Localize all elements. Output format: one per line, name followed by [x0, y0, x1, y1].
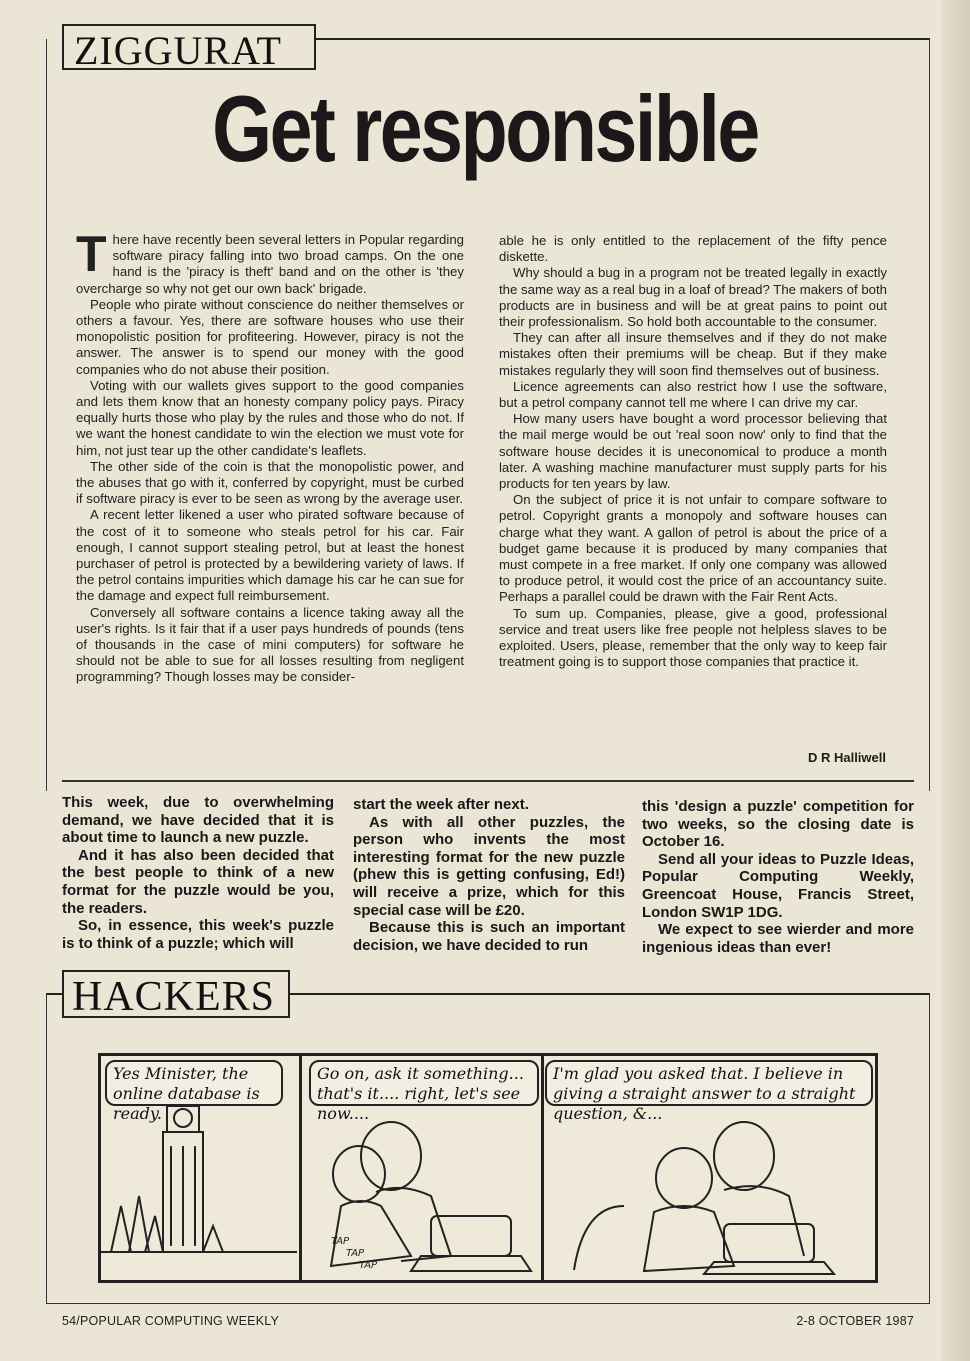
article-left-column	[76, 226, 464, 686]
article-paragraph: Conversely all software contains a licence taking away all the user's rights. Is it fair that if a user pays hundreds of pounds (tens of thousands in the case of mini computers) for software he should not be able to sue for all losses resulting from negligent programming? Though losses may be consider-	[76, 604, 464, 685]
article-paragraph: How many users have bought a word processor believing that the mail merge would be out 'real soon now' only to find that the software house decides it is uneconomical to produce a month later. A washing machine manufacturer must supply parts for his products for ten years by law.	[499, 411, 887, 492]
article-paragraph: A recent letter likened a user who pirated software because of the cost of it to someone who steals petrol for his car. Fair enough, I cannot support stealing petrol, but at least the honest purchaser of petrol is protected by a bewildering variety of laws. If the petrol contains impurities which damage his car he can sue for the damage and expect full reimbursement.	[76, 507, 464, 604]
article-paragraph: People who pirate without conscience do neither themselves or others a favour. Yes, there are software houses who use their monopolistic position for profiteering. However, piracy is not the answer. The answer is to spend our money with the good companies who do not abuse their position.	[76, 296, 464, 377]
article-paragraph: Why should a bug in a program not be treated legally in exactly the same way as a real bug in a loaf of bread? The makers of both products are in business and will be at great pains to point out their professionalism. So hold both accountable to the consumer.	[499, 265, 887, 330]
dropcap: T	[76, 226, 107, 282]
article-paragraph: They can after all insure themselves and if they do not make mistakes often their premiums will be cheap. But if they make mistakes regularly they will soon find themselves out of business.	[499, 330, 887, 378]
ziggurat-section-label: ZIGGURAT	[74, 28, 282, 73]
footer-page-info: 54/POPULAR COMPUTING WEEKLY	[62, 1314, 280, 1328]
speech-bubble-2: Go on, ask it something... that's it.... right, let's see now....	[309, 1060, 539, 1106]
page-edge	[942, 0, 970, 1361]
puzzle-column-3	[642, 798, 914, 956]
puzzle-paragraph: Send all your ideas to Puzzle Ideas, Popular Computing Weekly, Greencoat House, Francis Street, London SW1P 1DG.	[642, 850, 914, 921]
hackers-section-label: HACKERS	[72, 974, 276, 1020]
headline: Get responsible	[212, 76, 758, 181]
puzzle-paragraph: Because this is such an important decision, we have decided to run	[353, 919, 625, 954]
article-divider	[62, 780, 914, 782]
article-paragraph: Voting with our wallets gives support to the good companies and lets them know that an honesty company policy pays. Piracy equally hurts those who play by the rules and those who do not. If we want the honest candidate to win the election we must vote for him, not just tear up the other candidate's leaflets.	[76, 377, 464, 458]
byline: D R Halliwell	[807, 750, 886, 765]
speech-bubble-1: Yes Minister, the online database is ready.	[105, 1060, 283, 1106]
article-paragraph: The other side of the coin is that the monopolistic power, and the abuses that go with it, conferred by copyright, must be curbed if software piracy is ever to be seen as wrong by the average user.	[76, 458, 464, 507]
article-right-column	[499, 233, 887, 670]
sfx-tap: TAP	[346, 1248, 365, 1259]
puzzle-paragraph: This week, due to overwhelming demand, we have decided that it is about time to launch a new puzzle.	[62, 794, 334, 847]
ziggurat-section-label-box	[62, 24, 316, 73]
sfx-tap: TAP	[331, 1236, 350, 1247]
puzzle-paragraph: this 'design a puzzle' competition for two weeks, so the closing date is October 16.	[642, 798, 914, 851]
puzzle-column-1	[62, 794, 334, 952]
footer-date: 2-8 OCTOBER 1987	[796, 1314, 914, 1328]
puzzle-paragraph: We expect to see wierder and more ingenious ideas than ever!	[642, 921, 914, 956]
hackers-cartoon-strip	[98, 1053, 878, 1283]
article-paragraph: Licence agreements can also restrict how I use the software, but a petrol company cannot tell me where I can drive my car.	[499, 378, 887, 411]
puzzle-paragraph: And it has also been decided that the best people to think of a new format for the puzzle would be you, the readers.	[62, 846, 334, 917]
speech-bubble-3: I'm glad you asked that. I believe in giving a straight answer to a straight question, &...	[545, 1060, 873, 1106]
puzzle-paragraph: start the week after next.	[353, 796, 529, 813]
puzzle-paragraph: So, in essence, this week's puzzle is to think of a puzzle; which will	[62, 917, 334, 952]
sfx-tap: TAP	[359, 1260, 378, 1271]
hackers-section-label-box	[62, 970, 290, 1018]
article-paragraph: To sum up. Companies, please, give a good, professional service and treat users like free people not helpless slaves to be exploited. Users, please, remember that the only way to keep fair treatment going is to support those companies that practice it.	[499, 605, 887, 670]
article-paragraph: able he is only entitled to the replacement of the fifty pence diskette.	[499, 233, 887, 265]
puzzle-paragraph: As with all other puzzles, the person who invents the most interesting format for the new puzzle (phew this is getting confusing, Ed!) will receive a prize, which for this special case will be £20.	[353, 813, 625, 919]
article-paragraph: There have recently been several letters in Popular regarding software piracy falling into two broad camps. On the one hand is the 'piracy is theft' band and on the other is 'they overcharge so why not get our own back' brigade.	[76, 226, 464, 296]
puzzle-column-2	[353, 796, 625, 954]
article-paragraph: On the subject of price it is not unfair to compare software to petrol. Copyright grants a monopoly and software houses can charge what they want. A gallon of petrol is about the price of a budget game because it is produced by many companies that must compete in a free market. If only one company was allowed to produce petrol, it would cost the price of an accountancy suite. Perhaps a parallel could be drawn with the Fair Rent Acts.	[499, 492, 887, 605]
